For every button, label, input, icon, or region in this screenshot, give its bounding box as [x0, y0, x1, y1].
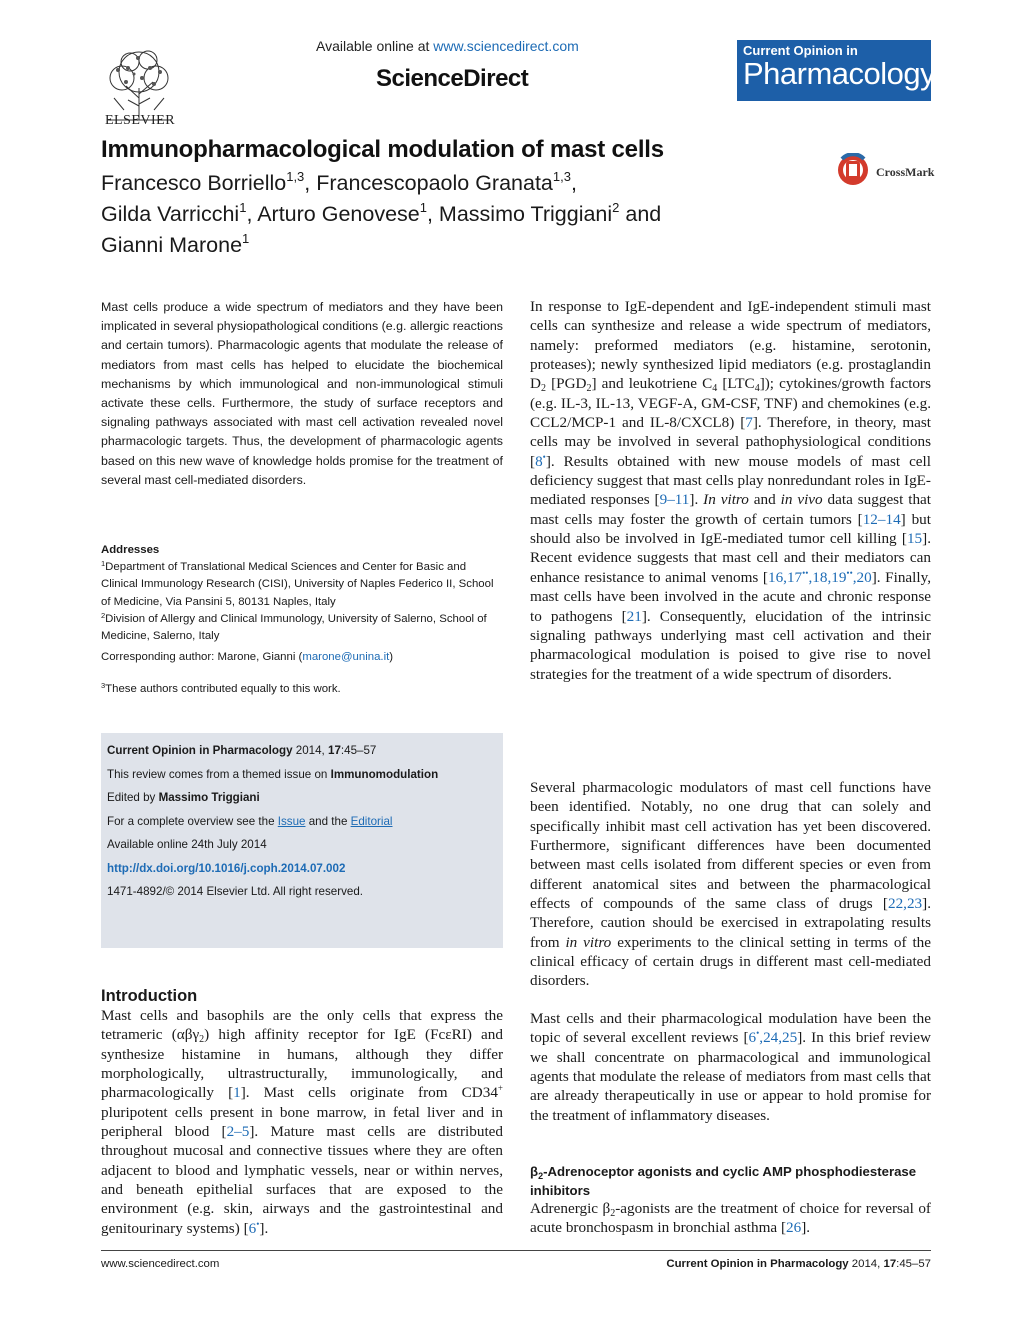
- body-paragraph: Several pharmacologic modulators of mast cell functions have been identified. Notably, no one drug that can solely and specifically inhibit mast cell activation has yet been discovered. Furthermore, significant differences have been documented between mast cells isolated from different species or even from different anatomical sites and between the pharmacological effects of compounds of the same class of drugs [22,23]. Therefore, caution should be exercised in extrapolating results from in vitro experiments to the clinical setting in terms of the clinical efficacy of certain drugs in different mast cell-mediated disorders.: [530, 779, 931, 990]
- addresses-block: [101, 542, 503, 645]
- body-paragraph: In response to IgE-dependent and IgE-independent stimuli mast cells can synthesize and release a wide spectrum of mediators, namely: preformed mediators (e.g. histamine, serotonin, proteases); newly synthesized lipid mediators (e.g. prostaglandin $D_2$ $[PGD_2]$ and leukotriene $C_4$ $[LTC_4]$); cytokines/growth factors (e.g. IL-3, IL-13, VEGF-A, GM-CSF, TNF) and chemokines (e.g. CCL2/MCP-1 and IL-8/CXCL8) [7]. Therefore, in theory, mast cells may be involved in several pathophysiological conditions [8•]. Results obtained with new mouse models of mast cell deficiency suggest that mast cells play nonredundant roles in IgE-mediated responses [9–11]. In vitro and in vivo data suggest that mast cells may foster the growth of certain tumors [12–14] but should also be involved in IgE-mediated tumor cell killing [15]. Recent evidence suggests that mast cell and their mediators can enhance resistance to animal venoms [16,17••,18,19••,20]. Finally, mast cells have been involved in the acute and chronic response to pathogens [21]. Consequently, elucidation of the intrinsic signaling pathways underlying mast cell activation and their pharmacological modulation is poised to give rise to novel strategies for the treatment of a wide spectrum of disorders.: [530, 298, 932, 683]
- citation-link[interactable]: 26: [786, 1219, 802, 1237]
- overview-line: For a complete overview see the Issue and the Editorial: [107, 814, 393, 828]
- citation-line: Current Opinion in Pharmacology 2014, 17:45–57: [107, 744, 377, 757]
- author-name: Francescopaolo Granata: [316, 171, 553, 195]
- citation-link[interactable]: 2–5: [226, 1123, 250, 1141]
- citation-link[interactable]: 22,23: [887, 895, 923, 913]
- abstract: Mast cells produce a wide spectrum of mediators and they have been implicated in several physiopathological conditions (e.g. allergic reactions and certain tumors). Pharmacologic agents that modulate the release of mediators from mast cells has helped to elucidate the biochemical mechanisms by which immunological and non-immunological stimuli activate these cells. Furthermore, the study of surface receptors and signaling pathways associated with mast cell activation revealed novel pharmacologic targets. Thus, the development of pharmacologic agents based on this new wave of knowledge holds promise for the treatment of several mast cell-mediated disorders.: [101, 300, 503, 487]
- issue-link[interactable]: Issue: [277, 814, 306, 828]
- body-paragraph: Mast cells and their pharmacological modulation have been the topic of several excellent reviews [6•,24,25]. In this brief review we shall concentrate on pharmacological and immunological agents that modulate the release of mediators from mast cells that are already therapeutically in use or appear to hold promise for the treatment of inflammatory diseases.: [530, 1010, 931, 1124]
- journal-logo: [737, 40, 936, 101]
- crossmark-label: CrossMark: [876, 165, 935, 179]
- author-affiliation: 2: [612, 200, 620, 215]
- available-date: Available online 24th July 2014: [107, 838, 267, 851]
- author-name: Francesco Borriello: [101, 171, 287, 195]
- author-affiliation: 1,3: [286, 169, 305, 184]
- footer-divider: [101, 1250, 931, 1251]
- author-name: Gianni Marone: [101, 233, 243, 257]
- doi-link[interactable]: http://dx.doi.org/10.1016/j.coph.2014.07.002: [107, 861, 346, 875]
- author-affiliation: 1: [239, 200, 247, 215]
- available-online-line: [316, 38, 579, 54]
- journal-logo-line1: Current Opinion in: [743, 43, 858, 58]
- author-list: Francesco Borriello$^{1,3}$, Francescopaolo Granata$^{1,3}$, Gilda Varricchi$^1$, Arturo Genovese$^1$, Massimo Triggiani$^2$ and Gianni Marone$^1$: [101, 169, 662, 257]
- address-item: $^2$Division of Allergy and Clinical Immunology, University of Salerno, School of Medicine, Salerno, Italy: [101, 610, 487, 643]
- sciencedirect-link[interactable]: www.sciencedirect.com: [433, 38, 579, 54]
- journal-logo-line2: Pharmacology: [743, 56, 936, 91]
- footer-website[interactable]: www.sciencedirect.com: [101, 1258, 220, 1270]
- author-affiliation: 1: [419, 200, 427, 215]
- footer-citation: Current Opinion in Pharmacology 2014, 17:45–57: [666, 1258, 931, 1270]
- author-name: Massimo Triggiani: [438, 202, 613, 226]
- article-title: Immunopharmacological modulation of mast cells: [101, 136, 664, 163]
- citation-link[interactable]: 16,17••,18,19••,20: [767, 567, 872, 586]
- editorial-link[interactable]: Editorial: [350, 814, 393, 828]
- copyright-line: 1471-4892/© 2014 Elsevier Ltd. All right reserved.: [107, 885, 364, 898]
- email-link[interactable]: marone@unina.it: [302, 651, 390, 663]
- address-item: $^1$Department of Translational Medical Sciences and Center for Basic and Clinical Immunology Research (CISI), University of Naples Federico II, School of Medicine, Via Pansini 5, 80131 Naples, Italy: [101, 559, 494, 608]
- body-paragraph: Adrenergic $\beta_2$-agonists are the treatment of choice for reversal of acute bronchospasm in bronchial asthma [26].: [530, 1200, 931, 1237]
- citation-link[interactable]: 15: [906, 530, 923, 548]
- themed-issue-line: This review comes from a themed issue on Immunomodulation: [107, 767, 439, 781]
- citation-link[interactable]: 9–11: [659, 491, 690, 509]
- section-heading: $\beta_2$-Adrenoceptor agonists and cyclic AMP phosphodiesterase inhibitors: [530, 1164, 917, 1198]
- citation-link[interactable]: 6•: [248, 1218, 260, 1237]
- introduction-paragraph: Mast cells and basophils are the only cells that express the tetrameric (αβγ$_2$) high affinity receptor for IgE (FcεRI) and synthesize histamine in humans, although they differ morphologically, ultrastructurally, immunologically, and pharmacologically [1]. Mast cells originate from CD34+ pluripotent cells present in bone marrow, in fetal liver and in peripheral blood [2–5]. Mature mast cells are distributed throughout mucosal and connective tissues where they are often adjacent to blood and lymphatic vessels, near or within nerves, and beneath epithelial surfaces that are exposed to the environment (e.g. skin, airways and the gastrointestinal and genitourinary systems) [6•].: [101, 1007, 503, 1237]
- citation-link[interactable]: 21: [626, 607, 642, 625]
- citation-link[interactable]: 12–14: [862, 510, 901, 528]
- sciencedirect-brand: ScienceDirect: [376, 65, 529, 92]
- crossmark-badge[interactable]: [836, 153, 936, 191]
- author-affiliation: 1,3: [552, 169, 571, 184]
- publisher-name: ELSEVIER: [104, 113, 176, 128]
- equal-contribution-note: $^3$These authors contributed equally to this work.: [101, 681, 341, 695]
- available-prefix: Available online at: [316, 38, 430, 54]
- citation-link[interactable]: 8•: [535, 451, 546, 470]
- article-info-box: [101, 733, 503, 948]
- citation-link[interactable]: 6•,24,25: [748, 1028, 798, 1047]
- editor-line: Edited by Massimo Triggiani: [107, 791, 260, 804]
- author-name: Arturo Genovese: [257, 202, 420, 226]
- addresses-heading: Addresses: [101, 544, 160, 556]
- citation-link[interactable]: 7: [745, 414, 753, 432]
- introduction-heading: Introduction: [101, 987, 198, 1005]
- author-affiliation: 1: [242, 231, 250, 246]
- citation-link[interactable]: 1: [233, 1084, 241, 1102]
- crossmark-icon: [836, 153, 870, 191]
- corresponding-author: Corresponding author: Marone, Gianni (marone@unina.it): [101, 651, 394, 663]
- author-name: Gilda Varricchi: [101, 202, 240, 226]
